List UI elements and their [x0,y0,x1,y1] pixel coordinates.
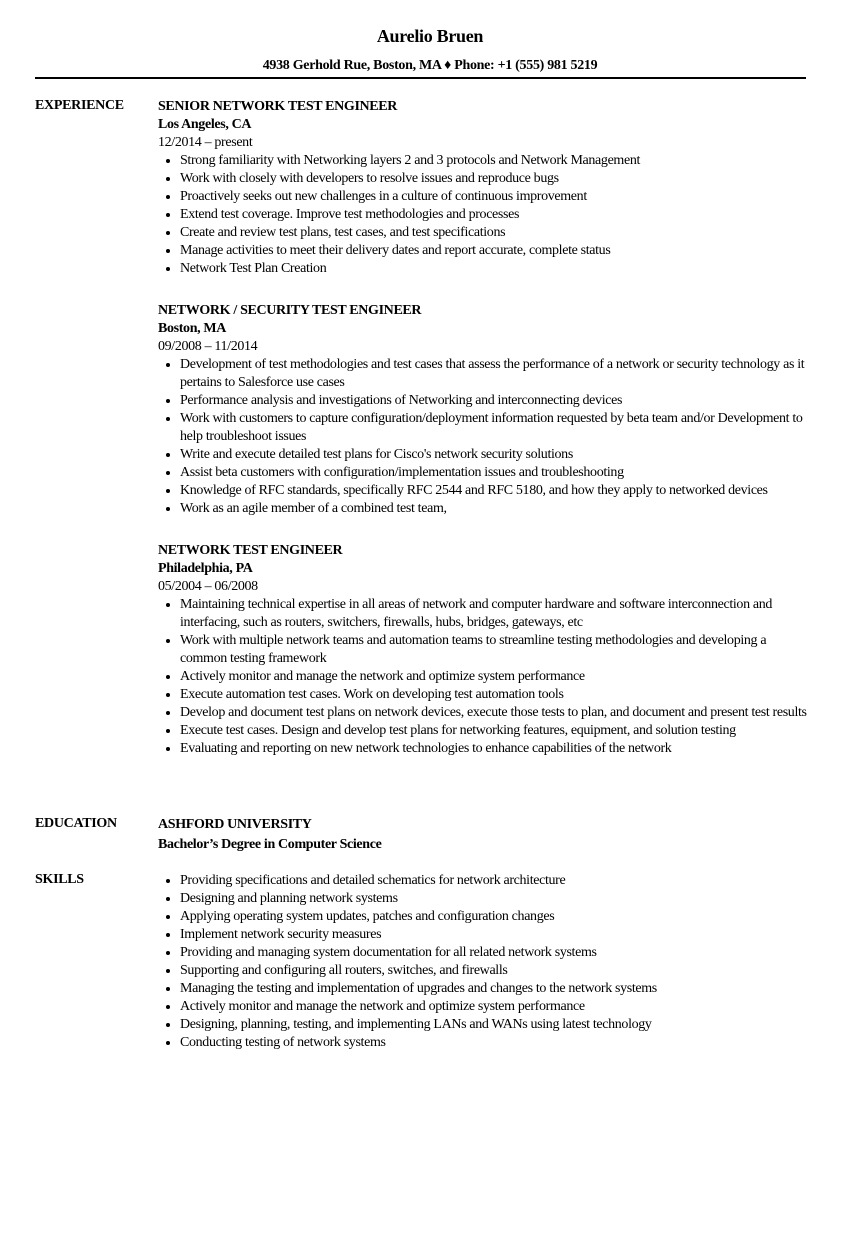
skill-item: • Providing and managing system documentation for all related network systems [180,944,810,962]
header-divider [35,77,806,79]
bullet-item: • Proactively seeks out new challenges in a culture of continuous improvement [180,188,810,206]
bullet-item: • Work with multiple network teams and automation teams to streamline testing methodologies and developing a common testing framework [180,632,810,668]
job-bullets [158,152,810,278]
bullet-item: • Assist beta customers with configuration/implementation issues and troubleshooting [180,464,810,482]
bullet-item: • Work as an agile member of a combined test team, [180,500,810,518]
bullet-item: • Execute test cases. Design and develop test plans for networking features, equipment, and solution testing [180,722,810,740]
bullet-item: • Work with customers to capture configuration/deployment information requested by beta team and/or Development to help troubleshoot issues [180,410,810,446]
skill-item: • Implement network security measures [180,926,810,944]
bullet-item: • Evaluating and reporting on new network technologies to enhance capabilities of the network [180,740,810,758]
job-entry [158,542,818,758]
section-label: EDUCATION [35,816,117,831]
school-name: ASHFORD UNIVERSITY [158,817,312,832]
section-label: SKILLS [35,872,84,887]
skill-item: • Providing specifications and detailed schematics for network architecture [180,872,810,890]
job-bullets [158,356,810,518]
job-location: Philadelphia, PA [158,561,253,576]
section-label: EXPERIENCE [35,98,124,113]
bullet-item: • Maintaining technical expertise in all areas of network and computer hardware and software interconnection and interfacing, such as routers, switchers, firewalls, hubs, bridges, gateways, etc [180,596,810,632]
bullet-item: • Create and review test plans, test cases, and test specifications [180,224,810,242]
skill-item: • Supporting and configuring all routers, switches, and firewalls [180,962,810,980]
job-dates: 05/2004 – 06/2008 [158,579,258,594]
contact-line: 4938 Gerhold Rue, Boston, MA ♦ Phone: +1 (555) 981 5219 [262,58,598,73]
skill-item: • Designing, planning, testing, and implementing LANs and WANs using latest technology [180,1016,810,1034]
job-title: SENIOR NETWORK TEST ENGINEER [158,99,398,114]
job-location: Boston, MA [158,321,227,336]
bullet-item: • Development of test methodologies and test cases that assess the performance of a network or security technology as it pertains to Salesforce use cases [180,356,810,392]
skill-item: • Managing the testing and implementation of upgrades and changes to the network systems [180,980,810,998]
bullet-item: • Execute automation test cases. Work on developing test automation tools [180,686,810,704]
job-dates: 09/2008 – 11/2014 [158,339,258,354]
job-bullets [158,596,810,758]
skill-item: • Actively monitor and manage the network and optimize system performance [180,998,810,1016]
job-title: NETWORK / SECURITY TEST ENGINEER [158,303,422,318]
jobs-list [158,98,818,782]
bullet-item: • Strong familiarity with Networking layers 2 and 3 protocols and Network Management [180,152,810,170]
candidate-name: Aurelio Bruen [376,26,484,46]
job-dates: 12/2014 – present [158,135,253,150]
bullet-item: • Extend test coverage. Improve test methodologies and processes [180,206,810,224]
job-location: Los Angeles, CA [158,117,252,132]
job-entry [158,302,818,518]
skill-item: • Conducting testing of network systems [180,1034,810,1052]
bullet-item: • Actively monitor and manage the network and optimize system performance [180,668,810,686]
skill-item: • Designing and planning network systems [180,890,810,908]
bullet-item: • Knowledge of RFC standards, specifically RFC 2544 and RFC 5180, and how they apply to networked devices [180,482,810,500]
bullet-item: • Manage activities to meet their delivery dates and report accurate, complete status [180,242,810,260]
bullet-item: • Write and execute detailed test plans for Cisco's network security solutions [180,446,810,464]
bullet-item: • Performance analysis and investigations of Networking and interconnecting devices [180,392,810,410]
skill-item: • Applying operating system updates, patches and configuration changes [180,908,810,926]
bullet-item: • Network Test Plan Creation [180,260,810,278]
job-entry [158,98,818,278]
job-title: NETWORK TEST ENGINEER [158,543,343,558]
bullet-item: • Develop and document test plans on network devices, execute those tests to plan, and document and present test results [180,704,810,722]
skills-list [158,872,810,1052]
degree: Bachelor’s Degree in Computer Science [158,837,382,852]
bullet-item: • Work with closely with developers to resolve issues and reproduce bugs [180,170,810,188]
